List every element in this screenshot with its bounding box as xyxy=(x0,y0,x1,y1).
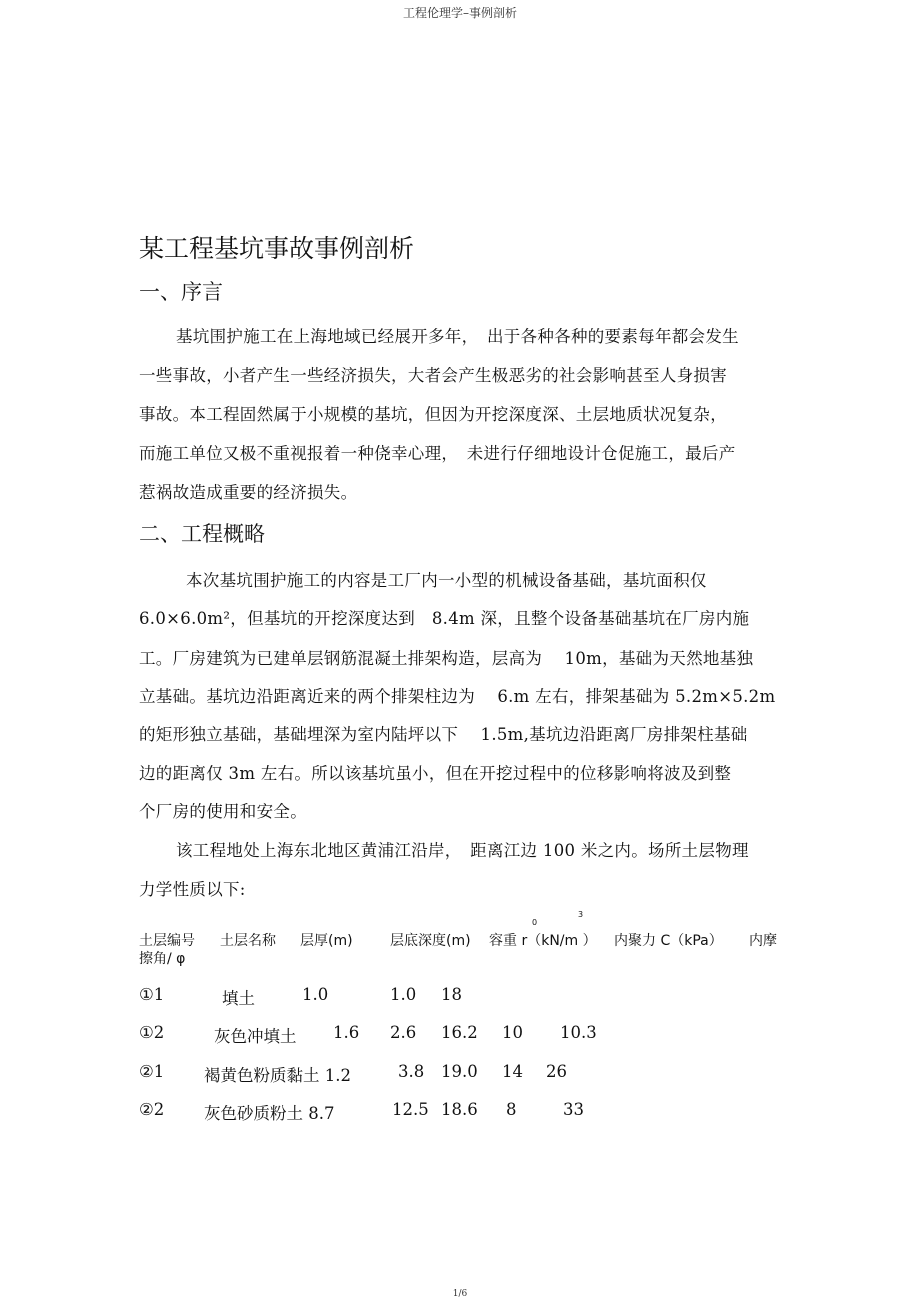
header-cell: 层厚(m) xyxy=(300,933,353,949)
cell-value: 1.0 xyxy=(302,985,329,1004)
text-line: 立基础。基坑边沿距离近来的两个排架柱边为 6.m 左右，排架基础为 5.2m×5.2m xyxy=(139,687,776,706)
header-cell: 内摩 xyxy=(749,933,777,949)
cell-value: 12.5 xyxy=(392,1100,429,1119)
cell-layer-id: ①1 xyxy=(139,985,165,1004)
text-line: 该工程地处上海东北地区黄浦江沿岸， 距离江边 100 米之内。场所土层物理 xyxy=(176,841,749,860)
cell-layer-id: ②1 xyxy=(139,1062,165,1081)
header-cell: 层底深度(m) xyxy=(390,933,471,949)
cell-value: 1.6 xyxy=(333,1023,360,1042)
cell-layer-id: ②2 xyxy=(139,1100,165,1119)
cell-layer-name: 灰色砂质粉土 8.7 xyxy=(204,1104,335,1123)
text-line: 的矩形独立基础，基础埋深为室内陆坪以下 1.5m,基坑边沿距离厂房排架柱基础 xyxy=(139,725,748,744)
section-heading-preface: 一、序言 xyxy=(139,280,223,304)
text-line: 而施工单位又极不重视报着一种侥幸心理， 未进行仔细地设计仓促施工，最后产 xyxy=(139,444,736,463)
cell-layer-id: ①2 xyxy=(139,1023,165,1042)
header-cell: 土层编号 xyxy=(139,933,195,949)
cell-value: 2.6 xyxy=(390,1023,417,1042)
text-line: 基坑围护施工在上海地域已经展开多年， 出于各种各种的要素每年都会发生 xyxy=(176,327,739,346)
document-title: 某工程基坑事故事例剖析 xyxy=(139,234,415,263)
header-superscript-3: 3 xyxy=(578,910,584,919)
cell-value: 26 xyxy=(546,1062,567,1081)
header-cell: 内聚力 C（kPa） xyxy=(614,933,723,949)
text-line: 工。厂房建筑为已建单层钢筋混凝土排架构造，层高为 10m，基础为天然地基独 xyxy=(139,649,754,668)
header-cell: 容重 r（kN/m ） xyxy=(489,933,597,949)
header-superscript-0: 0 xyxy=(532,918,538,927)
text-line: 惹祸故造成重要的经济损失。 xyxy=(139,483,358,502)
section-heading-overview: 二、工程概略 xyxy=(139,522,265,546)
cell-value: 8 xyxy=(506,1100,517,1119)
cell-value: 14 xyxy=(502,1062,523,1081)
cell-value: 10.3 xyxy=(560,1023,597,1042)
text-line: 本次基坑围护施工的内容是工厂内一小型的机械设备基础，基坑面积仅 xyxy=(186,571,707,590)
text-line: 事故。本工程固然属于小规模的基坑，但因为开挖深度深、土层地质状况复杂， xyxy=(139,405,727,424)
cell-layer-name: 灰色冲填土 xyxy=(214,1027,297,1046)
cell-value: 3.8 xyxy=(398,1062,425,1081)
text-line: 一些事故，小者产生一些经济损失，大者会产生极恶劣的社会影响甚至人身损害 xyxy=(139,366,727,385)
header-cell: 土层名称 xyxy=(220,933,276,949)
page-number: 1/6 xyxy=(452,1289,468,1299)
header-cell-wrap: 擦角/ φ xyxy=(139,951,186,967)
cell-value: 33 xyxy=(563,1100,584,1119)
running-header: 工程伦理学–事例剖析 xyxy=(402,6,517,20)
cell-layer-name: 填土 xyxy=(222,989,255,1008)
text-line: 个厂房的使用和安全。 xyxy=(139,802,307,821)
cell-layer-name: 褐黄色粉质黏土 1.2 xyxy=(204,1066,351,1085)
cell-value: 19.0 xyxy=(441,1062,478,1081)
cell-value: 1.0 xyxy=(390,985,417,1004)
text-line: 边的距离仅 3m 左右。所以该基坑虽小，但在开挖过程中的位移影响将波及到整 xyxy=(139,764,732,783)
text-line: 力学性质以下: xyxy=(139,880,246,899)
cell-value: 18 xyxy=(441,985,462,1004)
cell-value: 10 xyxy=(502,1023,523,1042)
cell-value: 18.6 xyxy=(441,1100,478,1119)
text-line: 6.0×6.0m²，但基坑的开挖深度达到 8.4m 深，且整个设备基础基坑在厂房内施 xyxy=(139,609,750,628)
cell-value: 16.2 xyxy=(441,1023,478,1042)
